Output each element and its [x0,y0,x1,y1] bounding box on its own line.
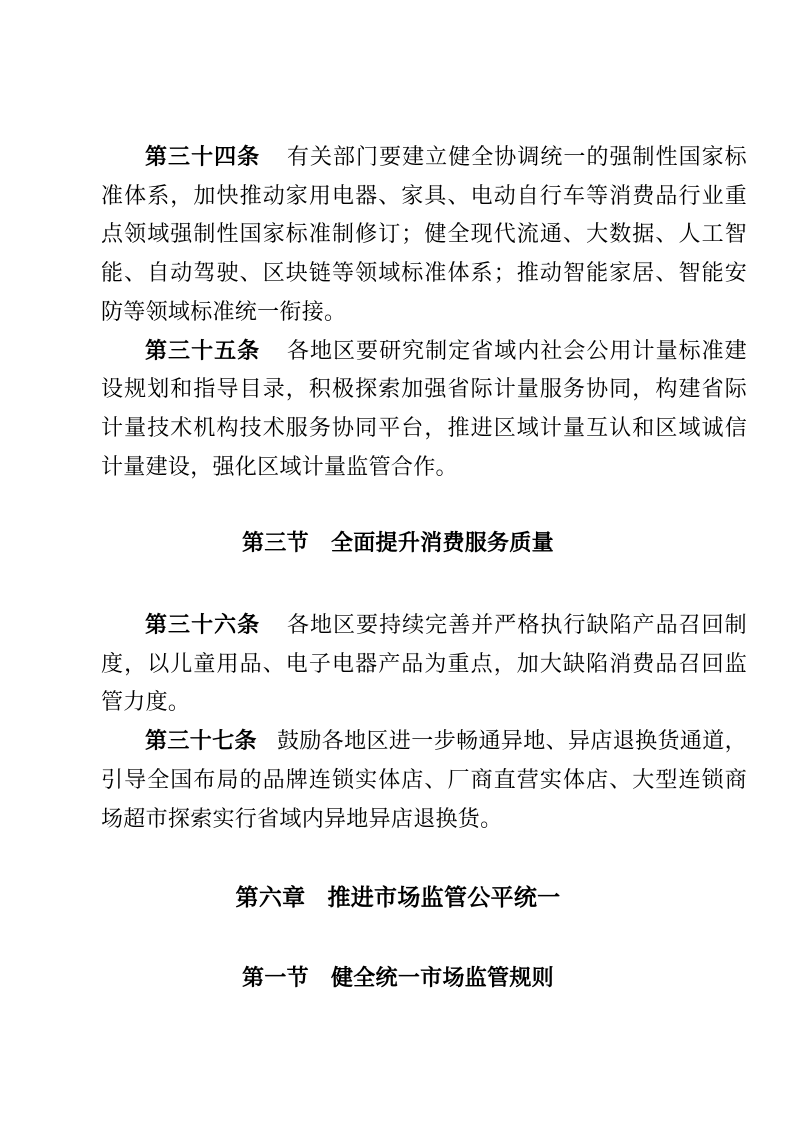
number-text-gap [260,163,286,164]
section-heading-label: 第三节 [242,530,309,556]
article-text: 鼓励各地区进一步畅通异地、异店退换货通道，引导全国布局的品牌连锁实体店、厂商直营实体店、大型连锁商场超市探索实行省域内异地异店退换货。 [101,728,747,831]
section-3-heading [75,524,721,563]
section-heading-title: 全面提升消费服务质量 [330,530,554,556]
chapter-heading-title: 推进市场监管公平统一 [327,885,561,911]
section-heading-title: 健全统一市场监管规则 [330,964,554,990]
heading-gap [309,984,331,985]
article-text: 各地区要研究制定省域内社会公用计量标准建设规划和指导目录，积极探索加强省际计量服务协同，构建省际计量技术机构技术服务协同平台，推进区域计量互认和区域诚信计量建设，强化区域计量监管合作。 [101,337,747,479]
number-text-gap [257,747,277,748]
article-number: 第三十七条 [145,728,257,754]
article-34-paragraph [101,138,747,332]
heading-gap [305,904,327,905]
article-36-paragraph [101,606,747,722]
article-number: 第三十五条 [145,337,261,363]
article-text: 各地区要持续完善并严格执行缺陷产品召回制度，以儿童用品、电子电器产品为重点，加大缺陷消费品召回监管力度。 [101,612,747,715]
chapter-heading-label: 第六章 [235,885,306,911]
article-number: 第三十四条 [145,144,261,169]
article-number: 第三十六条 [145,612,261,638]
heading-gap [309,549,331,550]
section-1-heading [75,959,721,998]
article-text: 有关部门要建立健全协调统一的强制性国家标准体系，加快推动家用电器、家具、电动自行车等消费品行业重点领域强制性国家标准制修订；健全现代流通、大数据、人工智能、自动驾驶、区块链等领域标准体系；推动智能家居、智能安防等领域标准统一衔接。 [101,144,747,324]
document-body [101,138,747,998]
number-text-gap [260,357,286,358]
number-text-gap [260,631,286,632]
article-35-paragraph [101,332,747,487]
article-37-paragraph [101,722,747,838]
section-heading-label: 第一节 [242,964,309,990]
chapter-6-heading [75,879,721,918]
